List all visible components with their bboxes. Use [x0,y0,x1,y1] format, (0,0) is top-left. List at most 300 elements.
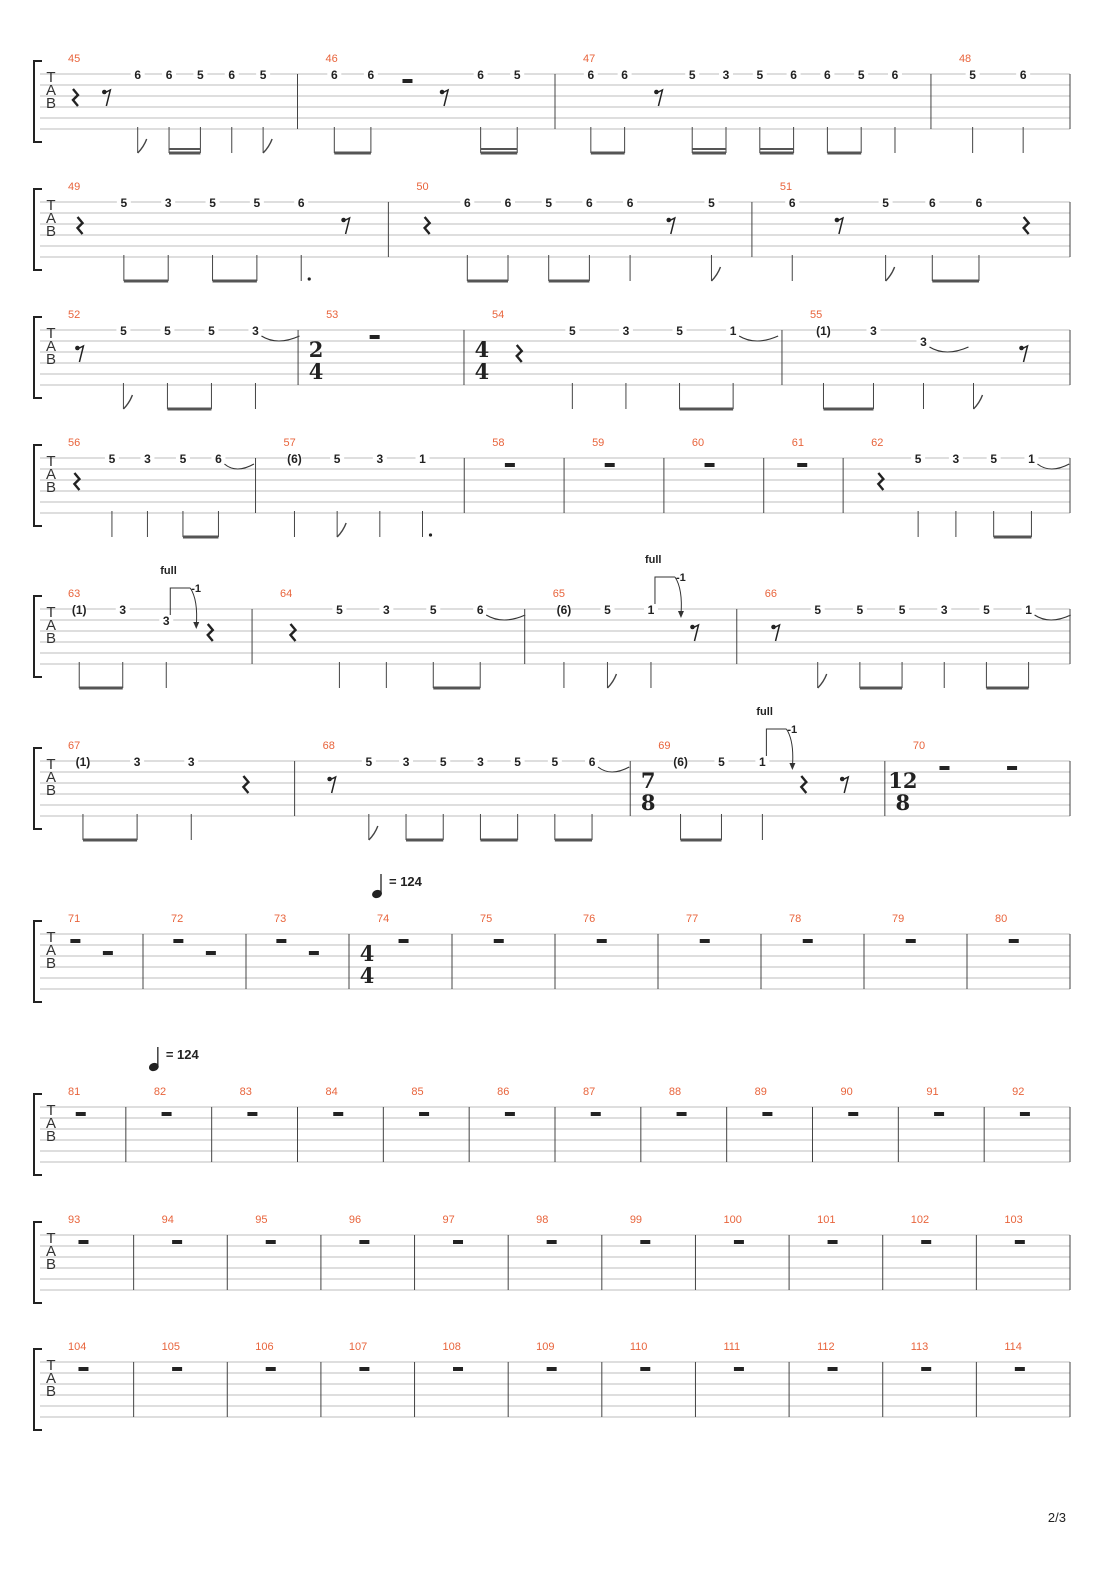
fret-number: 5 [568,324,576,338]
measure [298,53,525,153]
measure [737,588,1071,688]
half-rest [70,939,80,943]
measure-number: 72 [171,913,184,925]
note-flag [607,674,616,688]
half-rest [276,939,286,943]
fret-number: 5 [197,68,204,82]
fret-number: 3 [144,452,151,466]
whole-rest [921,1240,931,1244]
measure-number: 112 [817,1341,835,1353]
fret-number: 6 [975,196,983,210]
fret-number: 6 [297,196,305,210]
fret-number: 5 [208,324,215,338]
whole-rest [734,1367,744,1371]
fret-number: 1 [729,324,737,338]
measure-number: 95 [255,1214,268,1226]
eighth-rest [330,777,336,793]
tab-clef-letter: A [45,338,57,355]
measure-number: 105 [161,1341,180,1353]
tab-clef-letter: T [46,197,56,214]
fret-number: 6 [824,68,831,82]
system-bracket [34,596,42,677]
half-rest [370,335,380,339]
measure-number: 60 [691,437,705,449]
tab-system [34,1047,1070,1175]
time-signature-top: 4 [359,941,375,966]
fret-number: 6 [367,68,375,82]
fret-number: 6 [463,196,471,210]
measure [68,53,272,153]
measure-number: 94 [161,1214,174,1226]
fret-number: (6) [673,755,688,769]
bend-label: full [644,554,662,566]
measure-number: 102 [910,1214,930,1226]
fret-number: 3 [252,324,259,338]
fret-number: 6 [476,603,484,617]
note-flag [818,674,827,688]
fret-number: 5 [990,452,998,466]
tab-clef-letter: A [45,82,57,99]
whole-rest [162,1112,172,1116]
bend-arrow [655,577,675,604]
system-bracket [34,445,42,526]
fret-number: 6 [215,452,222,466]
tie [261,336,299,341]
system-bracket [34,921,42,1002]
quarter-rest [425,217,430,234]
measure [68,565,213,688]
measure-number: 64 [280,588,293,600]
whole-rest [640,1367,650,1371]
tab-clef-letter: T [46,453,56,470]
measure-number: 45 [68,53,81,65]
tab-system [34,1341,1070,1430]
system-bracket [34,748,42,829]
measure-number: 97 [442,1214,455,1226]
fret-number: 5 [545,196,553,210]
tab-clef-letter: A [45,617,57,634]
whole-rest [494,939,504,943]
measure [843,437,1069,537]
measure-number: 89 [754,1086,767,1098]
quarter-rest [243,776,248,793]
measure-number: 91 [926,1086,939,1098]
measure-number: 47 [583,53,596,65]
measure-number: 110 [629,1341,648,1353]
measure-number: 61 [791,437,804,449]
whole-rest [828,1367,838,1371]
tab-clef-letter: T [46,604,56,621]
tab-clef-letter: T [46,1102,56,1119]
tab-clef-letter: B [45,630,57,647]
fret-number: 3 [119,603,127,617]
measure [126,1047,200,1162]
time-signature-top: 4 [474,337,490,362]
whole-rest [591,1112,601,1116]
whole-rest [266,1240,276,1244]
tab-clef-letter: B [45,1256,57,1273]
fret-number: 6 [588,755,596,769]
measure-number: 57 [283,437,296,449]
half-rest [309,951,319,955]
measure [68,1214,88,1244]
fret-number: 5 [969,68,976,82]
tab-clef-letter: A [45,1243,57,1260]
fret-number: 5 [983,603,990,617]
fret-number: 5 [688,68,696,82]
tab-clef-letter: B [45,223,57,240]
note-flag [263,139,272,153]
note-flag [711,267,720,281]
note-flag [123,395,132,409]
fret-number: 6 [788,196,796,210]
eighth-rest [104,90,110,106]
whole-rest [828,1240,838,1244]
tab-clef-letter: B [45,782,57,799]
fret-number: 3 [920,335,927,349]
whole-rest [934,1112,944,1116]
fret-number: 3 [952,452,960,466]
fret-number: 6 [621,68,628,82]
fret-number: 3 [162,614,170,628]
measure-number: 111 [723,1341,741,1353]
eighth-rest [77,346,83,362]
tab-clef-letter: B [45,1128,57,1145]
fret-number: 1 [759,755,766,769]
fret-number: (6) [287,452,302,466]
tab-clef-letter: A [45,466,57,483]
time-signature-bottom: 4 [359,963,375,988]
fret-number: 5 [551,755,559,769]
bend-arrow [170,588,190,615]
measure [68,1341,88,1371]
fret-number: 5 [429,603,437,617]
quarter-rest [208,624,213,641]
quarter-rest [74,473,79,490]
tie [224,464,254,469]
measure-number: 96 [348,1214,362,1226]
tab-clef-letter: A [45,769,57,786]
measure-number: 74 [377,913,390,925]
whole-rest [1020,1112,1030,1116]
tab-clef-letter: T [46,325,56,342]
measure-number: 66 [764,588,778,600]
fret-number: 6 [504,196,512,210]
dot [308,277,311,280]
whole-rest [677,1112,687,1116]
fret-number: (6) [556,603,572,617]
time-signature-bottom: 8 [895,790,911,815]
tab-clef-letter: T [46,1230,56,1247]
arrow-head [678,611,684,618]
fret-number: 5 [120,324,127,338]
whole-rest [597,939,607,943]
arrow-head [193,622,199,629]
half-rest [173,939,183,943]
tempo-value: = 124 [389,874,422,889]
measure [388,181,720,281]
measure-number: 82 [153,1086,167,1098]
measure-number: 103 [1004,1214,1023,1226]
measure-number: 85 [411,1086,424,1098]
whole-rest [734,1240,744,1244]
fret-number: 3 [382,603,390,617]
fret-number: 3 [622,324,630,338]
measure-number: 54 [491,309,505,321]
measure-number: 86 [497,1086,510,1098]
eighth-rest [344,218,350,234]
fret-number: 5 [513,68,521,82]
measure-number: 98 [536,1214,549,1226]
measure-number: 71 [68,913,81,925]
measure-number: 68 [322,740,335,752]
system-bracket [34,1094,42,1175]
measure-number: 67 [68,740,81,752]
bend-value: -1 [675,572,686,584]
tab-clef-letter: A [45,942,57,959]
measure [256,437,433,537]
fret-number: 5 [439,755,447,769]
fret-number: 6 [790,68,797,82]
time-signature-top: 7 [640,768,656,793]
whole-rest [266,1367,276,1371]
fret-number: 3 [722,68,730,82]
measure [349,874,423,989]
tab-system [34,706,1070,840]
tab-clef-letter: B [45,479,57,496]
fret-number: (1) [816,324,831,338]
eighth-rest [442,90,448,106]
fret-number: 5 [365,755,373,769]
measure-number: 113 [910,1341,929,1353]
measure-number: 70 [912,740,926,752]
quarter-rest [878,473,883,490]
dot [429,533,432,536]
system-bracket [34,61,42,142]
fret-number: 3 [133,755,141,769]
tab-clef-letter: A [45,1370,57,1387]
tab-clef-letter: T [46,929,56,946]
eighth-rest [842,777,848,793]
whole-rest [1009,939,1019,943]
fret-number: 5 [514,755,521,769]
time-signature-bottom: 4 [308,359,324,384]
tab-system [34,181,1070,281]
fret-number: 5 [756,68,764,82]
half-rest [505,463,515,467]
time-signature-bottom: 4 [474,359,490,384]
system-bracket [34,1222,42,1303]
whole-rest [78,1367,88,1371]
fret-number: 6 [626,196,634,210]
measure-number: 49 [68,181,81,193]
measure [68,437,254,537]
measure-number: 51 [779,181,793,193]
fret-number: 5 [898,603,906,617]
eighth-rest [692,625,698,641]
measure-number: 90 [840,1086,853,1098]
tab-system [34,53,1070,153]
measure-number: 78 [789,913,802,925]
measure-number: 73 [274,913,287,925]
bend-value: -1 [787,724,798,736]
whole-rest [1015,1240,1025,1244]
note-flag [337,523,346,537]
measure-number: 75 [480,913,493,925]
measure [555,53,902,153]
fret-number: 5 [676,324,683,338]
tie [739,336,778,341]
measure-number: 50 [416,181,429,193]
whole-rest [172,1240,182,1244]
fret-number: 6 [165,68,173,82]
fret-number: 6 [228,68,236,82]
note-flag [369,826,378,840]
whole-rest [359,1367,369,1371]
whole-rest [700,939,710,943]
fret-number: (1) [71,603,87,617]
measure-number: 88 [668,1086,682,1098]
tab-system [34,874,1070,1002]
measure-number: 84 [325,1086,338,1098]
fret-number: 1 [1028,452,1035,466]
fret-number: 5 [259,68,267,82]
measure-number: 87 [583,1086,596,1098]
measure-number: 81 [68,1086,81,1098]
tab-clef-letter: B [45,351,57,368]
measure-number: 46 [325,53,338,65]
fret-number: 5 [882,196,889,210]
quarter-rest [1024,217,1029,234]
arrow-head [789,763,795,770]
whole-rest [78,1240,88,1244]
whole-rest [453,1240,463,1244]
fret-number: 3 [164,196,172,210]
whole-rest [399,939,409,943]
fret-number: 1 [1025,603,1032,617]
note-flag [886,267,895,281]
eighth-rest [837,218,843,234]
bend-label: full [756,706,773,718]
half-rest [797,463,807,467]
measure-number: 93 [68,1214,81,1226]
measure-number: 53 [326,309,339,321]
fret-number: 5 [708,196,715,210]
measure [68,1086,86,1116]
measure-number: 48 [958,53,972,65]
fret-number: 6 [134,68,142,82]
measure-number: 52 [68,309,81,321]
fret-number: 5 [253,196,261,210]
measure-number: 62 [871,437,884,449]
fret-number: 3 [402,755,410,769]
quarter-rest [73,89,78,106]
quarter-rest [517,345,522,362]
half-rest [206,951,216,955]
eighth-rest [774,625,780,641]
whole-rest [1015,1367,1025,1371]
half-rest [705,463,715,467]
whole-rest [453,1367,463,1371]
measure-number: 56 [68,437,81,449]
whole-rest [803,939,813,943]
measure-number: 79 [892,913,905,925]
fret-number: 5 [108,452,116,466]
time-signature-top: 12 [888,768,918,793]
measure-number: 59 [592,437,605,449]
fret-number: 3 [870,324,877,338]
measure-number: 55 [809,309,823,321]
fret-number: 5 [209,196,216,210]
measure-number: 108 [442,1341,461,1353]
bend-label: full [160,565,177,577]
tab-clef-letter: T [46,756,56,773]
tie [1035,615,1071,620]
eighth-rest [1021,346,1027,362]
fret-number: 5 [604,603,611,617]
fret-number: 5 [336,603,343,617]
measure [931,53,1030,153]
note-flag [973,395,982,409]
fret-number: 3 [477,755,484,769]
fret-number: 6 [891,68,899,82]
fret-number: 6 [477,68,484,82]
fret-number: 5 [857,68,865,82]
tab-clef-letter: A [45,1115,57,1132]
fret-number: 5 [164,324,171,338]
time-signature-top: 2 [308,337,324,362]
whole-rest [505,1112,515,1116]
tab-clef-letter: T [46,69,56,86]
eighth-rest [656,90,662,106]
whole-rest [333,1112,343,1116]
whole-rest [359,1240,369,1244]
tie [1037,464,1069,469]
fret-number: 5 [179,452,187,466]
measure-number: 58 [492,437,505,449]
measure-number: 107 [348,1341,368,1353]
whole-rest [247,1112,257,1116]
measure [630,706,848,840]
time-signature-bottom: 8 [640,790,656,815]
measure-number: 101 [817,1214,836,1226]
measure-number: 114 [1004,1341,1022,1353]
fret-number: 5 [120,196,128,210]
whole-rest [848,1112,858,1116]
tab-system [34,1214,1070,1303]
measure-number: 106 [255,1341,274,1353]
bend-value: -1 [191,583,202,595]
half-rest [103,951,113,955]
measure-number: 63 [68,588,81,600]
fret-number: 6 [928,196,936,210]
half-rest [939,766,949,770]
page-number: 2/3 [1047,1510,1066,1525]
eighth-rest [669,218,675,234]
half-rest [402,79,412,83]
fret-number: (1) [75,755,91,769]
tab-system [34,554,1071,688]
tie [929,347,968,352]
half-rest [1007,766,1017,770]
tempo-value: = 124 [165,1047,199,1062]
system-bracket [34,1349,42,1430]
measure-number: 65 [552,588,565,600]
measure [252,588,525,688]
measure-number: 80 [995,913,1008,925]
tie [598,767,629,772]
measure-number: 77 [686,913,699,925]
